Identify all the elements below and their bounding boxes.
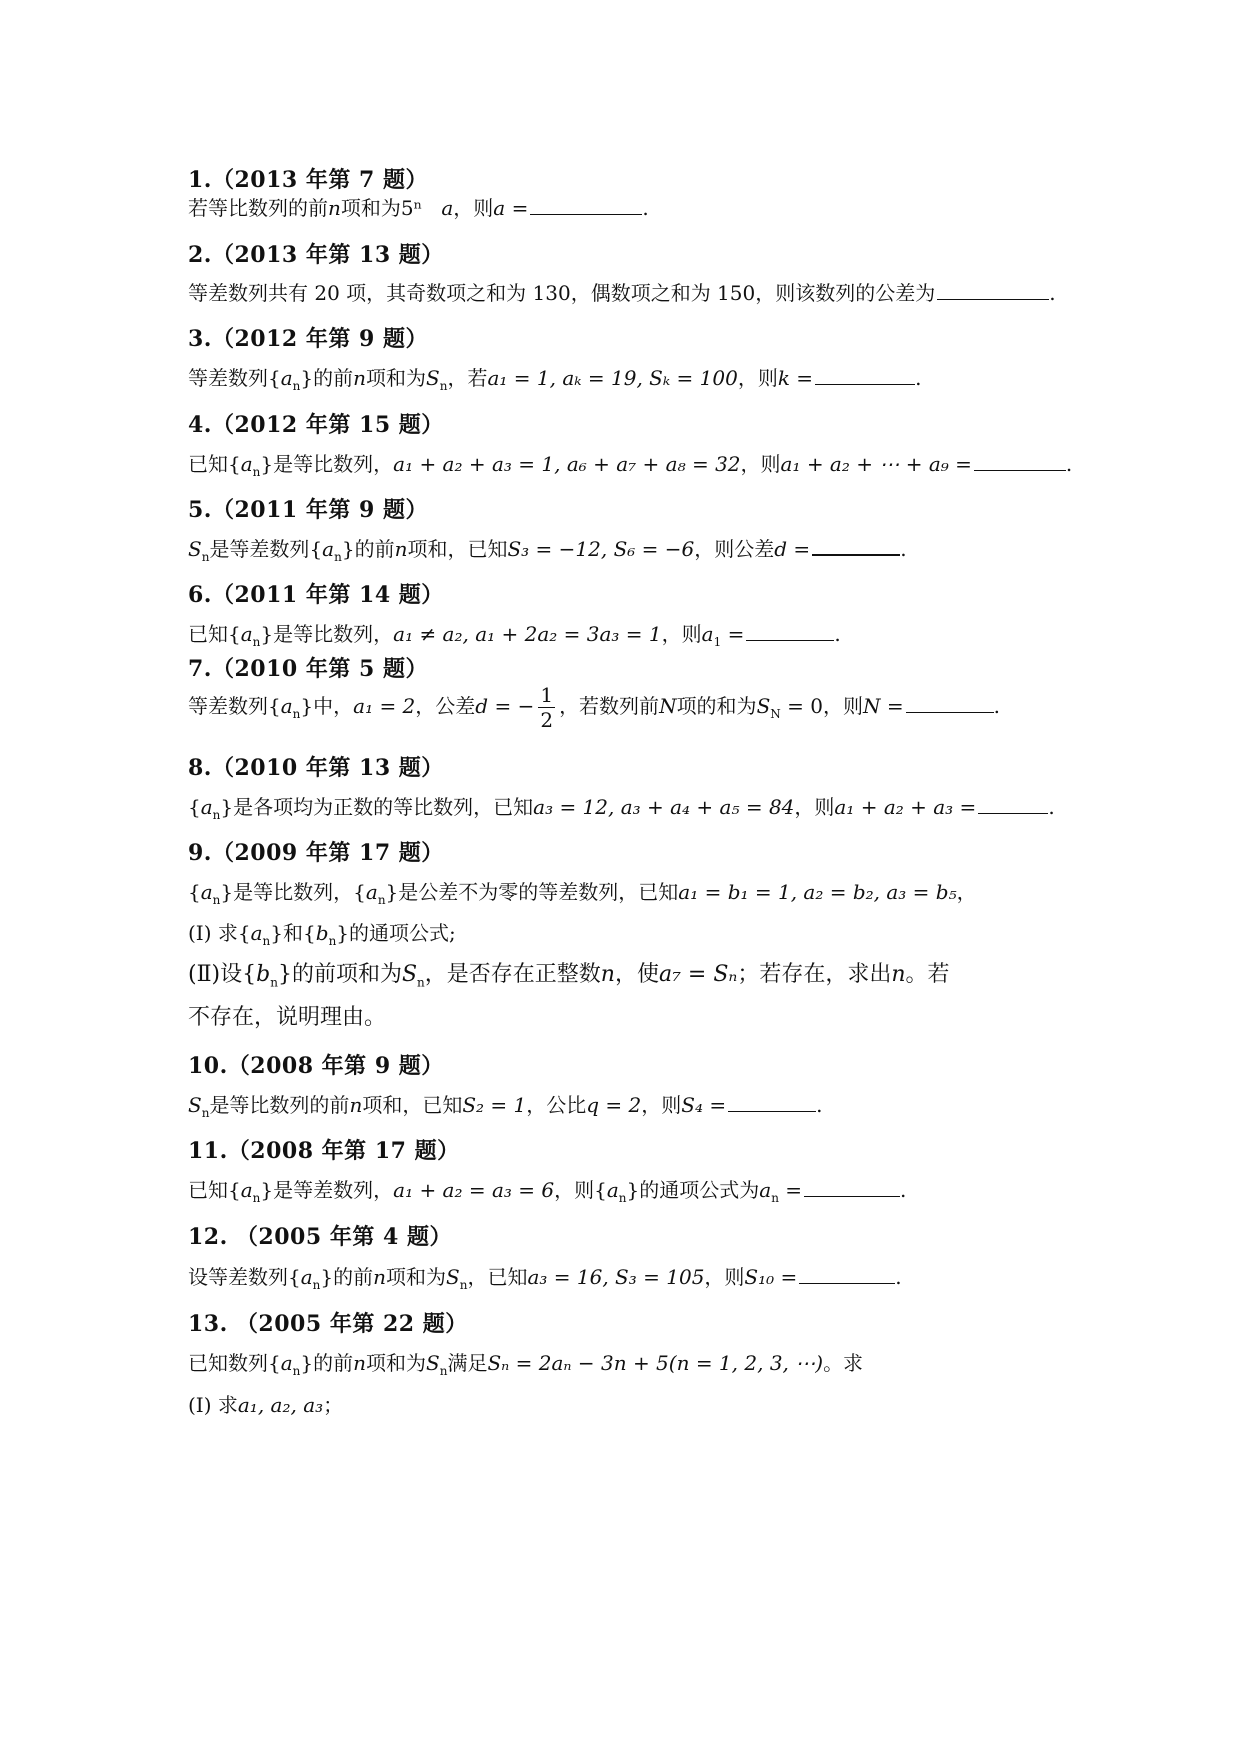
answer-blank[interactable]: [906, 711, 994, 713]
answer-blank[interactable]: [812, 553, 900, 556]
problem-4-heading: 4.（2012 年第 15 题）: [188, 412, 444, 438]
problem-9-part-2-cont: 不存在，说明理由。: [188, 1005, 387, 1030]
problem-3-text: 等差数列$\{a_n\}$的前n项和为$S_n$，若a₁ = 1, aₖ = 19, Sₖ = 100，则k = .: [188, 366, 922, 393]
problem-9-text: $\{a_n\}$是等比数列，$\{a_n\}$是公差不为零的等差数列，已知a₁ = b₁ = 1, a₂ = b₂, a₃ = b₅，: [188, 880, 977, 907]
answer-blank[interactable]: [974, 469, 1066, 471]
problem-10-text: $S_n$是等比数列的前n项和，已知S₂ = 1，公比q = 2，则S₄ = .: [188, 1093, 823, 1120]
problem-12-text: 设等差数列$\{a_n\}$的前n项和为$S_n$，已知a₃ = 16, S₃ = 105，则S₁₀ = .: [188, 1265, 902, 1292]
problem-5-text: $S_n$是等差数列$\{a_n\}$的前n项和，已知S₃ = −12, S₆ = −6，则公差d = .: [188, 537, 907, 564]
problem-9-heading: 9.（2009 年第 17 题）: [188, 840, 444, 866]
problem-6-heading: 6.（2011 年第 14 题）: [188, 582, 444, 608]
problem-1-heading: 1.（2013 年第 7 题）: [188, 167, 428, 193]
problem-11-heading: 11.（2008 年第 17 题）: [188, 1138, 460, 1164]
problem-1-text: 若等比数列的前n项和为5ⁿ a，则a = .: [188, 196, 649, 220]
problem-2-heading: 2.（2013 年第 13 题）: [188, 242, 444, 268]
answer-blank[interactable]: [728, 1110, 816, 1112]
answer-blank[interactable]: [746, 639, 834, 641]
problem-13-heading: 13. （2005 年第 22 题）: [188, 1311, 468, 1337]
problem-9-part-2: (Ⅱ)设$\{b_n\}$的前项和为$S_n$，是否存在正整数n，使a₇ = Sₙ；若存在，求出n。若: [188, 962, 950, 990]
answer-blank[interactable]: [799, 1282, 895, 1284]
answer-blank[interactable]: [530, 213, 642, 215]
answer-blank[interactable]: [937, 298, 1049, 300]
answer-blank[interactable]: [815, 383, 915, 385]
problem-10-heading: 10.（2008 年第 9 题）: [188, 1053, 444, 1079]
problem-11-text: 已知$\{a_n\}$是等差数列，a₁ + a₂ = a₃ = 6，则$\{a_n\}$的通项公式为$a_n$ = .: [188, 1178, 907, 1205]
problem-13-part-1: (Ⅰ) 求a₁, a₂, a₃；: [188, 1393, 344, 1417]
problem-7-heading: 7.（2010 年第 5 题）: [188, 656, 428, 682]
problem-12-heading: 12. （2005 年第 4 题）: [188, 1224, 452, 1250]
problem-4-text: 已知$\{a_n\}$是等比数列，a₁ + a₂ + a₃ = 1, a₆ + a₇ + a₈ = 32，则a₁ + a₂ + ⋯ + a₉ = .: [188, 452, 1073, 479]
problem-13-text: 已知数列$\{a_n\}$的前n项和为$S_n$满足Sₙ = 2aₙ − 3n + 5(n = 1, 2, 3, ⋯)。求: [188, 1351, 864, 1378]
problem-6-text: 已知$\{a_n\}$是等比数列，a₁ ≠ a₂, a₁ + 2a₂ = 3a₃ = 1，则$a_1$ = .: [188, 622, 841, 649]
problem-5-heading: 5.（2011 年第 9 题）: [188, 497, 428, 523]
problem-8-text: $\{a_n\}$是各项均为正数的等比数列，已知a₃ = 12, a₃ + a₄ + a₅ = 84，则a₁ + a₂ + a₃ = .: [188, 795, 1055, 822]
problem-2-text: 等差数列共有 20 项，其奇数项之和为 130，偶数项之和为 150，则该数列的公差为 .: [188, 281, 1056, 305]
answer-blank[interactable]: [804, 1195, 900, 1197]
problem-9-part-1: (Ⅰ) 求$\{a_n\}$和$\{b_n\}$的通项公式;: [188, 921, 456, 948]
problem-3-heading: 3.（2012 年第 9 题）: [188, 326, 428, 352]
problem-8-heading: 8.（2010 年第 13 题）: [188, 755, 444, 781]
fraction: $\frac{1}{2}$: [540, 683, 554, 732]
problem-7-text: 等差数列$\{a_n\}$中，a₁ = 2，公差d = − $\frac{1}{2}$ ，若数列前N项的和为$S_N = 0$，则N = .: [188, 683, 1000, 732]
answer-blank[interactable]: [978, 812, 1048, 814]
